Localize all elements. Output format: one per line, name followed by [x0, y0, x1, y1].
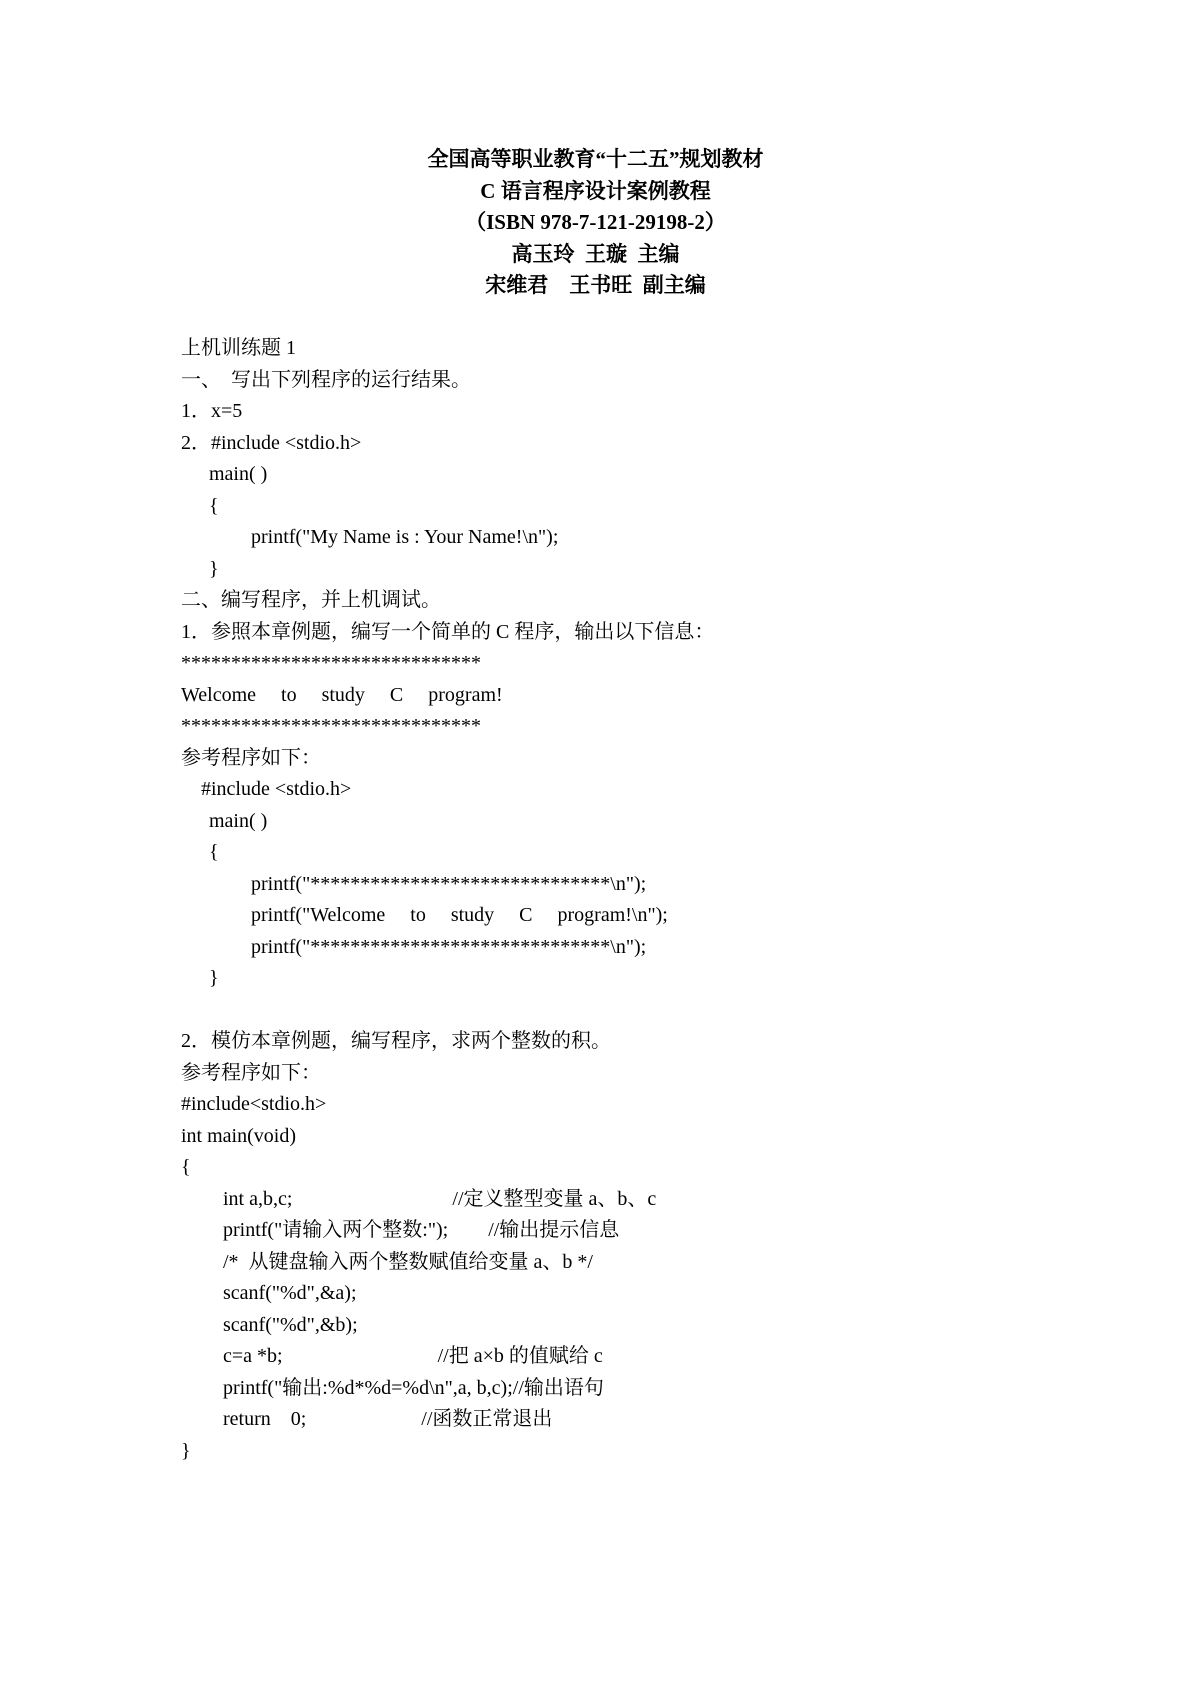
- q1-close-brace: }: [209, 967, 219, 989]
- q2-include: #include<stdio.h>: [181, 1093, 327, 1115]
- editors: 高玉玲 王璇 主编: [511, 241, 680, 266]
- exercise-title: 上机训练题 1: [181, 337, 296, 359]
- q1-open-brace: {: [209, 841, 219, 863]
- q1-prompt: 1．参照本章例题，编写一个简单的 C 程序，输出以下信息：: [181, 620, 715, 643]
- deputy-editors: 宋维君 王书旺 副主编: [485, 273, 706, 297]
- q1-stars-top: ******************************: [181, 652, 481, 674]
- part1-item1: 1．x=5: [181, 400, 243, 422]
- part1-heading: 一、 写出下列程序的运行结果。: [181, 368, 471, 391]
- q2-code-line-2: printf("请输入两个整数:"); //输出提示信息: [223, 1219, 620, 1241]
- book-title: C 语言程序设计案例教程: [480, 178, 711, 203]
- q2-code-line-7: printf("输出:%d*%d=%d\n",a, b,c);//输出语句: [223, 1376, 604, 1399]
- q1-stars-bottom: ******************************: [181, 715, 481, 737]
- part1-item2-open-brace: {: [209, 494, 219, 517]
- part1-item2-include: 2．#include <stdio.h>: [181, 431, 362, 454]
- q2-code-line-5: scanf("%d",&b);: [223, 1313, 358, 1336]
- q1-include: #include <stdio.h>: [201, 778, 352, 800]
- part2-heading: 二、编写程序，并上机调试。: [181, 589, 441, 611]
- q2-open-brace: {: [181, 1156, 191, 1178]
- document-header: [0, 144, 1191, 302]
- series-title: 全国高等职业教育“十二五”规划教材: [427, 147, 764, 171]
- q2-code-line-8: return 0; //函数正常退出: [223, 1408, 553, 1430]
- q1-printf-3: printf("******************************\n");: [251, 935, 647, 958]
- spacer: [181, 995, 1141, 1027]
- q1-welcome: Welcome to study C program!: [181, 683, 503, 706]
- q2-code-line-4: scanf("%d",&a);: [223, 1282, 357, 1304]
- q2-reference-label: 参考程序如下：: [181, 1061, 321, 1084]
- q2-code-line-1: int a,b,c; //定义整型变量 a、b、c: [223, 1187, 657, 1210]
- isbn: （ISBN 978-7-121-29198-2）: [465, 210, 726, 234]
- q2-prompt: 2．模仿本章例题，编写程序，求两个整数的积。: [181, 1030, 611, 1052]
- q1-printf-1: printf("******************************\n");: [251, 872, 647, 895]
- q2-close-brace: }: [181, 1439, 191, 1462]
- q2-code-line-6: c=a *b; //把 a×b 的值赋给 c: [223, 1345, 603, 1367]
- part1-item2-close-brace: }: [209, 557, 219, 580]
- exercise-body: [181, 333, 1141, 1467]
- q1-printf-2: printf("Welcome to study C program!\n");: [251, 904, 668, 926]
- q2-code-line-3: /* 从键盘输入两个整数赋值给变量 a、b */: [223, 1250, 593, 1273]
- part1-item2-printf: printf("My Name is : Your Name!\n");: [251, 526, 559, 548]
- q1-main: main( ): [209, 809, 268, 832]
- part1-item2-main: main( ): [209, 463, 268, 485]
- q2-main: int main(void): [181, 1124, 296, 1147]
- q1-reference-label: 参考程序如下：: [181, 746, 321, 769]
